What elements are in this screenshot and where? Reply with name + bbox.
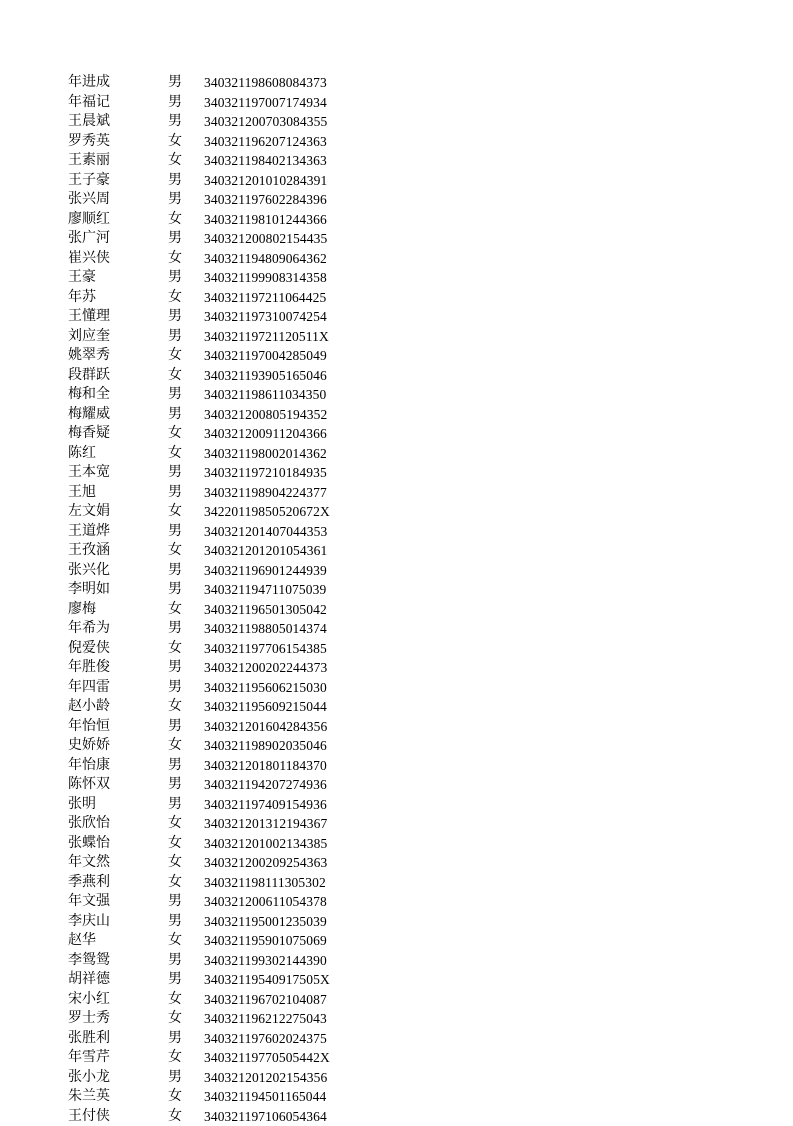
- person-name: 年怡恒: [68, 717, 168, 737]
- person-id-number: 340321194711075039: [204, 580, 326, 600]
- list-item: [68, 1048, 398, 1068]
- list-item: [68, 736, 398, 756]
- person-name: 段群跃: [68, 366, 168, 386]
- person-id-number: 340321200209254363: [204, 853, 327, 873]
- person-name: 李庆山: [68, 912, 168, 932]
- person-gender: 女: [168, 132, 204, 152]
- list-item: [68, 385, 398, 405]
- person-id-number: 340321200911204366: [204, 424, 327, 444]
- person-id-number: 340321194501165044: [204, 1087, 326, 1107]
- person-name: 张蝶怡: [68, 834, 168, 854]
- list-item: [68, 249, 398, 269]
- person-name: 张兴化: [68, 561, 168, 581]
- person-gender: 男: [168, 912, 204, 932]
- person-id-number: 34032119540917505X: [204, 970, 330, 990]
- person-name: 刘应奎: [68, 327, 168, 347]
- list-item: [68, 834, 398, 854]
- person-id-number: 340321195606215030: [204, 678, 327, 698]
- person-id-number: 340321198101244366: [204, 210, 327, 230]
- list-item: [68, 307, 398, 327]
- person-gender: 女: [168, 697, 204, 717]
- list-item: [68, 717, 398, 737]
- person-name: 季燕利: [68, 873, 168, 893]
- person-id-number: 340321198002014362: [204, 444, 327, 464]
- person-id-number: 340321194207274936: [204, 775, 327, 795]
- person-gender: 女: [168, 736, 204, 756]
- list-item: [68, 951, 398, 971]
- person-id-number: 340321198111305302: [204, 873, 326, 893]
- person-id-number: 340321197706154385: [204, 639, 327, 659]
- list-item: [68, 229, 398, 249]
- person-id-number: 340321198904224377: [204, 483, 327, 503]
- list-item: [68, 1107, 398, 1126]
- person-name: 张胜利: [68, 1029, 168, 1049]
- person-id-number: 340321200202244373: [204, 658, 327, 678]
- person-gender: 女: [168, 990, 204, 1010]
- person-name: 年福记: [68, 93, 168, 113]
- person-gender: 男: [168, 1029, 204, 1049]
- person-gender: 女: [168, 346, 204, 366]
- person-name: 张兴周: [68, 190, 168, 210]
- list-item: [68, 463, 398, 483]
- person-gender: 女: [168, 249, 204, 269]
- list-item: [68, 171, 398, 191]
- person-gender: 男: [168, 717, 204, 737]
- list-item: [68, 444, 398, 464]
- person-gender: 男: [168, 1068, 204, 1088]
- list-item: [68, 366, 398, 386]
- person-name: 年希为: [68, 619, 168, 639]
- person-gender: 女: [168, 853, 204, 873]
- person-name: 罗秀英: [68, 132, 168, 152]
- person-name: 陈怀双: [68, 775, 168, 795]
- person-gender: 男: [168, 463, 204, 483]
- person-name: 张小龙: [68, 1068, 168, 1088]
- person-gender: 女: [168, 210, 204, 230]
- list-item: [68, 892, 398, 912]
- person-id-number: 340321200805194352: [204, 405, 327, 425]
- person-gender: 男: [168, 268, 204, 288]
- person-name: 姚翠秀: [68, 346, 168, 366]
- person-id-number: 340321197210184935: [204, 463, 327, 483]
- person-name: 年雪芹: [68, 1048, 168, 1068]
- person-id-number: 34032119721120511X: [204, 327, 329, 347]
- person-name: 王道烨: [68, 522, 168, 542]
- person-id-number: 340321200611054378: [204, 892, 327, 912]
- person-name: 王旭: [68, 483, 168, 503]
- person-gender: 女: [168, 444, 204, 464]
- person-gender: 男: [168, 229, 204, 249]
- person-id-number: 340321200703084355: [204, 112, 327, 132]
- person-gender: 男: [168, 756, 204, 776]
- person-id-number: 340321201201054361: [204, 541, 327, 561]
- person-name: 年苏: [68, 288, 168, 308]
- person-gender: 男: [168, 405, 204, 425]
- person-gender: 男: [168, 93, 204, 113]
- person-gender: 男: [168, 951, 204, 971]
- person-gender: 男: [168, 385, 204, 405]
- person-name: 陈红: [68, 444, 168, 464]
- person-gender: 男: [168, 580, 204, 600]
- person-id-number: 340321198902035046: [204, 736, 327, 756]
- person-gender: 女: [168, 366, 204, 386]
- record-list: [68, 73, 398, 1126]
- person-gender: 女: [168, 541, 204, 561]
- person-gender: 男: [168, 171, 204, 191]
- person-id-number: 340321197602284396: [204, 190, 327, 210]
- list-item: [68, 814, 398, 834]
- person-name: 王本宽: [68, 463, 168, 483]
- person-id-number: 340321195901075069: [204, 931, 327, 951]
- list-item: [68, 1029, 398, 1049]
- person-name: 年怡康: [68, 756, 168, 776]
- person-name: 赵华: [68, 931, 168, 951]
- list-item: [68, 970, 398, 990]
- person-gender: 女: [168, 873, 204, 893]
- person-gender: 男: [168, 327, 204, 347]
- list-item: [68, 853, 398, 873]
- list-item: [68, 93, 398, 113]
- person-name: 王付侠: [68, 1107, 168, 1126]
- person-id-number: 340321199302144390: [204, 951, 327, 971]
- person-name: 梅香疑: [68, 424, 168, 444]
- person-gender: 男: [168, 483, 204, 503]
- list-item: [68, 151, 398, 171]
- person-gender: 男: [168, 561, 204, 581]
- person-id-number: 340321198611034350: [204, 385, 326, 405]
- person-gender: 女: [168, 151, 204, 171]
- list-item: [68, 346, 398, 366]
- person-name: 左文娟: [68, 502, 168, 522]
- person-gender: 男: [168, 73, 204, 93]
- person-gender: 女: [168, 424, 204, 444]
- person-name: 王懂理: [68, 307, 168, 327]
- list-item: [68, 405, 398, 425]
- list-item: [68, 658, 398, 678]
- person-name: 崔兴侠: [68, 249, 168, 269]
- person-gender: 男: [168, 795, 204, 815]
- person-id-number: 340321197409154936: [204, 795, 327, 815]
- person-id-number: 340321201801184370: [204, 756, 327, 776]
- person-name: 赵小龄: [68, 697, 168, 717]
- person-name: 年进成: [68, 73, 168, 93]
- person-gender: 女: [168, 288, 204, 308]
- person-name: 张欣怡: [68, 814, 168, 834]
- person-name: 年文强: [68, 892, 168, 912]
- list-item: [68, 678, 398, 698]
- person-name: 朱兰英: [68, 1087, 168, 1107]
- list-item: [68, 424, 398, 444]
- person-id-number: 340321198402134363: [204, 151, 327, 171]
- person-id-number: 340321196212275043: [204, 1009, 327, 1029]
- person-name: 张明: [68, 795, 168, 815]
- person-id-number: 340321197007174934: [204, 93, 327, 113]
- list-item: [68, 912, 398, 932]
- list-item: [68, 931, 398, 951]
- person-gender: 男: [168, 658, 204, 678]
- person-name: 胡祥德: [68, 970, 168, 990]
- person-name: 李明如: [68, 580, 168, 600]
- person-name: 王素丽: [68, 151, 168, 171]
- list-item: [68, 775, 398, 795]
- person-gender: 男: [168, 190, 204, 210]
- person-id-number: 340321196501305042: [204, 600, 327, 620]
- person-id-number: 34032119770505442X: [204, 1048, 330, 1068]
- person-id-number: 340321201407044353: [204, 522, 327, 542]
- person-id-number: 340321197310074254: [204, 307, 327, 327]
- list-item: [68, 990, 398, 1010]
- person-id-number: 340321194809064362: [204, 249, 327, 269]
- person-name: 王晨斌: [68, 112, 168, 132]
- list-item: [68, 1087, 398, 1107]
- person-name: 年文然: [68, 853, 168, 873]
- person-gender: 男: [168, 678, 204, 698]
- list-item: [68, 1068, 398, 1088]
- list-item: [68, 600, 398, 620]
- list-item: [68, 190, 398, 210]
- list-item: [68, 795, 398, 815]
- list-item: [68, 132, 398, 152]
- person-name: 廖梅: [68, 600, 168, 620]
- person-gender: 女: [168, 814, 204, 834]
- person-gender: 女: [168, 639, 204, 659]
- person-id-number: 34220119850520672X: [204, 502, 330, 522]
- person-name: 倪爱侠: [68, 639, 168, 659]
- person-id-number: 340321196901244939: [204, 561, 327, 581]
- person-id-number: 340321195001235039: [204, 912, 327, 932]
- person-id-number: 340321201604284356: [204, 717, 327, 737]
- list-item: [68, 873, 398, 893]
- person-id-number: 340321193905165046: [204, 366, 327, 386]
- person-gender: 男: [168, 619, 204, 639]
- person-gender: 女: [168, 931, 204, 951]
- person-name: 罗士秀: [68, 1009, 168, 1029]
- person-id-number: 340321200802154435: [204, 229, 327, 249]
- person-name: 王子豪: [68, 171, 168, 191]
- person-gender: 男: [168, 307, 204, 327]
- person-gender: 女: [168, 1048, 204, 1068]
- person-name: 宋小红: [68, 990, 168, 1010]
- person-id-number: 340321196207124363: [204, 132, 327, 152]
- person-name: 张广河: [68, 229, 168, 249]
- person-gender: 女: [168, 834, 204, 854]
- person-gender: 男: [168, 970, 204, 990]
- list-item: [68, 210, 398, 230]
- person-id-number: 340321197106054364: [204, 1107, 327, 1126]
- list-item: [68, 73, 398, 93]
- person-name: 史娇娇: [68, 736, 168, 756]
- person-name: 梅和全: [68, 385, 168, 405]
- person-id-number: 340321201312194367: [204, 814, 327, 834]
- person-name: 年四雷: [68, 678, 168, 698]
- list-item: [68, 327, 398, 347]
- person-id-number: 340321197602024375: [204, 1029, 327, 1049]
- person-id-number: 340321201002134385: [204, 834, 327, 854]
- person-gender: 男: [168, 522, 204, 542]
- list-item: [68, 639, 398, 659]
- person-id-number: 340321198608084373: [204, 73, 327, 93]
- person-name: 李鸳鸳: [68, 951, 168, 971]
- list-item: [68, 580, 398, 600]
- person-gender: 男: [168, 775, 204, 795]
- person-gender: 女: [168, 1107, 204, 1126]
- list-item: [68, 502, 398, 522]
- list-item: [68, 288, 398, 308]
- person-gender: 女: [168, 1009, 204, 1029]
- list-item: [68, 1009, 398, 1029]
- person-id-number: 340321201010284391: [204, 171, 327, 191]
- person-gender: 女: [168, 502, 204, 522]
- person-id-number: 340321199908314358: [204, 268, 327, 288]
- person-gender: 女: [168, 600, 204, 620]
- person-id-number: 340321197211064425: [204, 288, 326, 308]
- person-id-number: 340321201202154356: [204, 1068, 327, 1088]
- list-item: [68, 697, 398, 717]
- person-name: 王孜涵: [68, 541, 168, 561]
- person-name: 王豪: [68, 268, 168, 288]
- person-id-number: 340321197004285049: [204, 346, 327, 366]
- person-gender: 男: [168, 112, 204, 132]
- list-item: [68, 268, 398, 288]
- list-item: [68, 756, 398, 776]
- person-id-number: 340321196702104087: [204, 990, 327, 1010]
- list-item: [68, 561, 398, 581]
- person-name: 廖顺红: [68, 210, 168, 230]
- person-name: 年胜俊: [68, 658, 168, 678]
- list-item: [68, 112, 398, 132]
- person-name: 梅耀威: [68, 405, 168, 425]
- list-item: [68, 522, 398, 542]
- person-gender: 男: [168, 892, 204, 912]
- list-item: [68, 483, 398, 503]
- person-gender: 女: [168, 1087, 204, 1107]
- list-item: [68, 541, 398, 561]
- list-item: [68, 619, 398, 639]
- person-id-number: 340321195609215044: [204, 697, 327, 717]
- person-id-number: 340321198805014374: [204, 619, 327, 639]
